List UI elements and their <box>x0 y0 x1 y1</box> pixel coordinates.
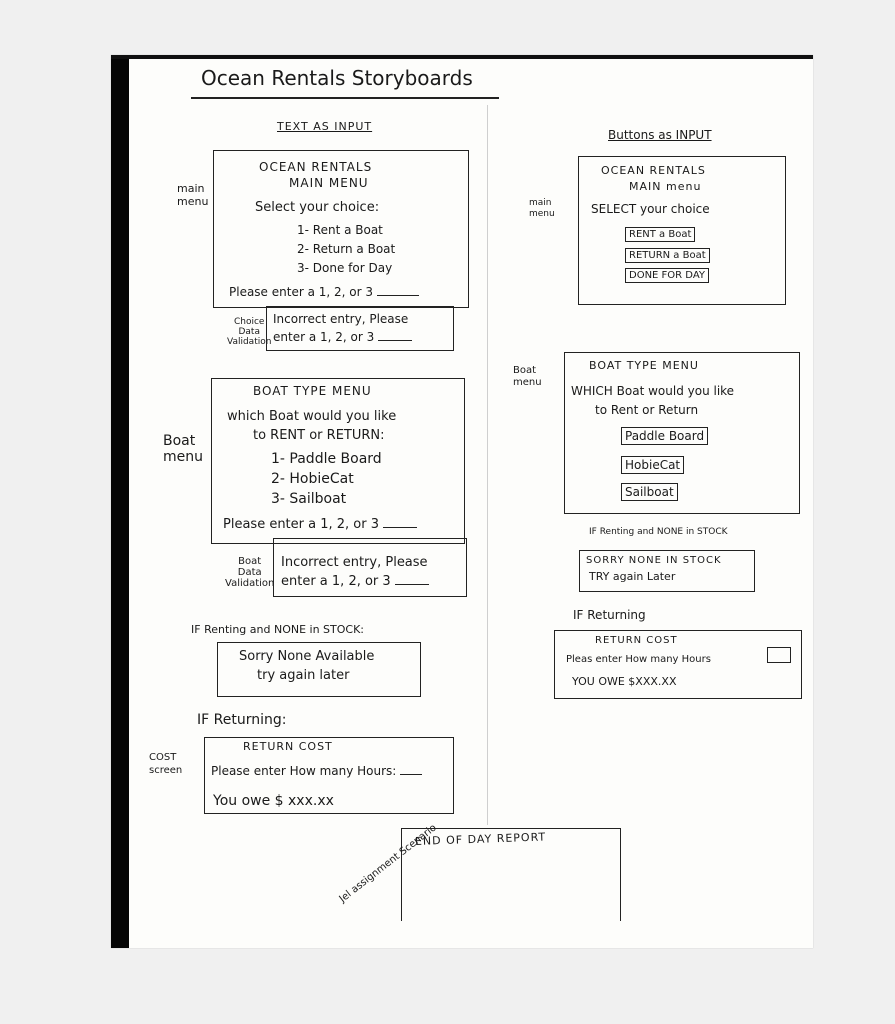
eod-scribble-note: Jel assignment Scenario <box>337 822 439 905</box>
hours-input[interactable] <box>767 647 791 663</box>
right-boat-line1: WHICH Boat would you like <box>571 384 735 398</box>
choice-validation-line2: enter a 1, 2, or 3 <box>273 331 412 345</box>
cost-screen-label: COST screen <box>149 752 183 776</box>
right-return-header: RETURN COST <box>595 635 678 646</box>
left-boat-side-label: Boat menu <box>163 433 203 466</box>
choice-validation-line1: Incorrect entry, Please <box>273 312 409 326</box>
left-main-side-label: main menu <box>177 182 209 208</box>
right-main-line2: MAIN menu <box>629 180 702 193</box>
right-boat-line2: to Rent or Return <box>595 403 699 417</box>
left-main-opt1: 1- Rent a Boat <box>297 223 383 237</box>
boat-validation-line1: Incorrect entry, Please <box>281 555 428 570</box>
left-boat-header: BOAT TYPE MENU <box>253 384 372 398</box>
scan-edge-top <box>111 55 813 59</box>
right-main-line1: OCEAN RENTALS <box>601 164 706 177</box>
right-boat-header: BOAT TYPE MENU <box>589 359 699 372</box>
left-boat-line1: which Boat would you like <box>227 409 397 424</box>
right-returning-caption: IF Returning <box>573 608 646 622</box>
done-for-day-button[interactable]: DONE FOR DAY <box>625 268 709 283</box>
choice-validation-label: Choice Data Validation <box>227 317 272 347</box>
left-boat-line2: to RENT or RETURN: <box>253 428 385 443</box>
right-renting-caption: IF Renting and NONE in STOCK <box>589 527 728 537</box>
right-main-prompt: SELECT your choice <box>591 202 710 216</box>
hobiecat-button[interactable]: HobieCat <box>621 456 684 474</box>
return-a-boat-button[interactable]: RETURN a Boat <box>625 248 710 263</box>
left-main-line2: MAIN MENU <box>289 176 369 190</box>
right-renting-line2: TRY again Later <box>589 570 676 583</box>
paddle-board-button[interactable]: Paddle Board <box>621 427 708 445</box>
right-renting-line1: SORRY NONE IN STOCK <box>586 555 722 566</box>
right-main-side-label: main menu <box>529 198 555 219</box>
left-renting-line2: try again later <box>257 668 350 683</box>
scan-edge-left <box>111 55 129 948</box>
right-return-line2: YOU OWE $XXX.XX <box>572 675 677 688</box>
sailboat-button[interactable]: Sailboat <box>621 483 678 501</box>
left-return-line1: Please enter How many Hours: <box>211 765 422 779</box>
storyboard-paper <box>111 55 813 948</box>
left-boat-opt3: 3- Sailboat <box>271 491 347 507</box>
eod-report-header: END OF DAY REPORT <box>414 830 547 848</box>
title-underline <box>191 97 499 99</box>
left-returning-caption: IF Returning: <box>197 712 287 728</box>
right-return-line1: Pleas enter How many Hours <box>566 654 711 665</box>
rent-a-boat-button[interactable]: RENT a Boat <box>625 227 695 242</box>
left-return-header: RETURN COST <box>243 740 333 753</box>
boat-validation-line2: enter a 1, 2, or 3 <box>281 575 429 590</box>
left-boat-opt1: 1- Paddle Board <box>271 451 382 467</box>
left-heading: TEXT AS INPUT <box>277 120 373 133</box>
left-main-opt3: 3- Done for Day <box>297 261 393 275</box>
left-main-line1: OCEAN RENTALS <box>259 160 373 174</box>
left-boat-opt2: 2- HobieCat <box>271 471 354 487</box>
left-main-prompt: Select your choice: <box>255 200 380 215</box>
left-main-opt2: 2- Return a Boat <box>297 242 396 256</box>
left-renting-line1: Sorry None Available <box>239 649 375 664</box>
left-renting-caption: IF Renting and NONE in STOCK: <box>191 623 365 636</box>
right-heading: Buttons as INPUT <box>608 128 712 142</box>
left-return-line2: You owe $ xxx.xx <box>213 793 334 809</box>
column-divider <box>487 105 488 825</box>
left-boat-entry: Please enter a 1, 2, or 3 <box>223 518 417 533</box>
left-main-entry: Please enter a 1, 2, or 3 <box>229 286 419 300</box>
right-boat-side-label: Boat menu <box>513 365 542 388</box>
page-title: Ocean Rentals Storyboards <box>201 66 473 90</box>
boat-validation-label: Boat Data Validation <box>225 556 275 589</box>
